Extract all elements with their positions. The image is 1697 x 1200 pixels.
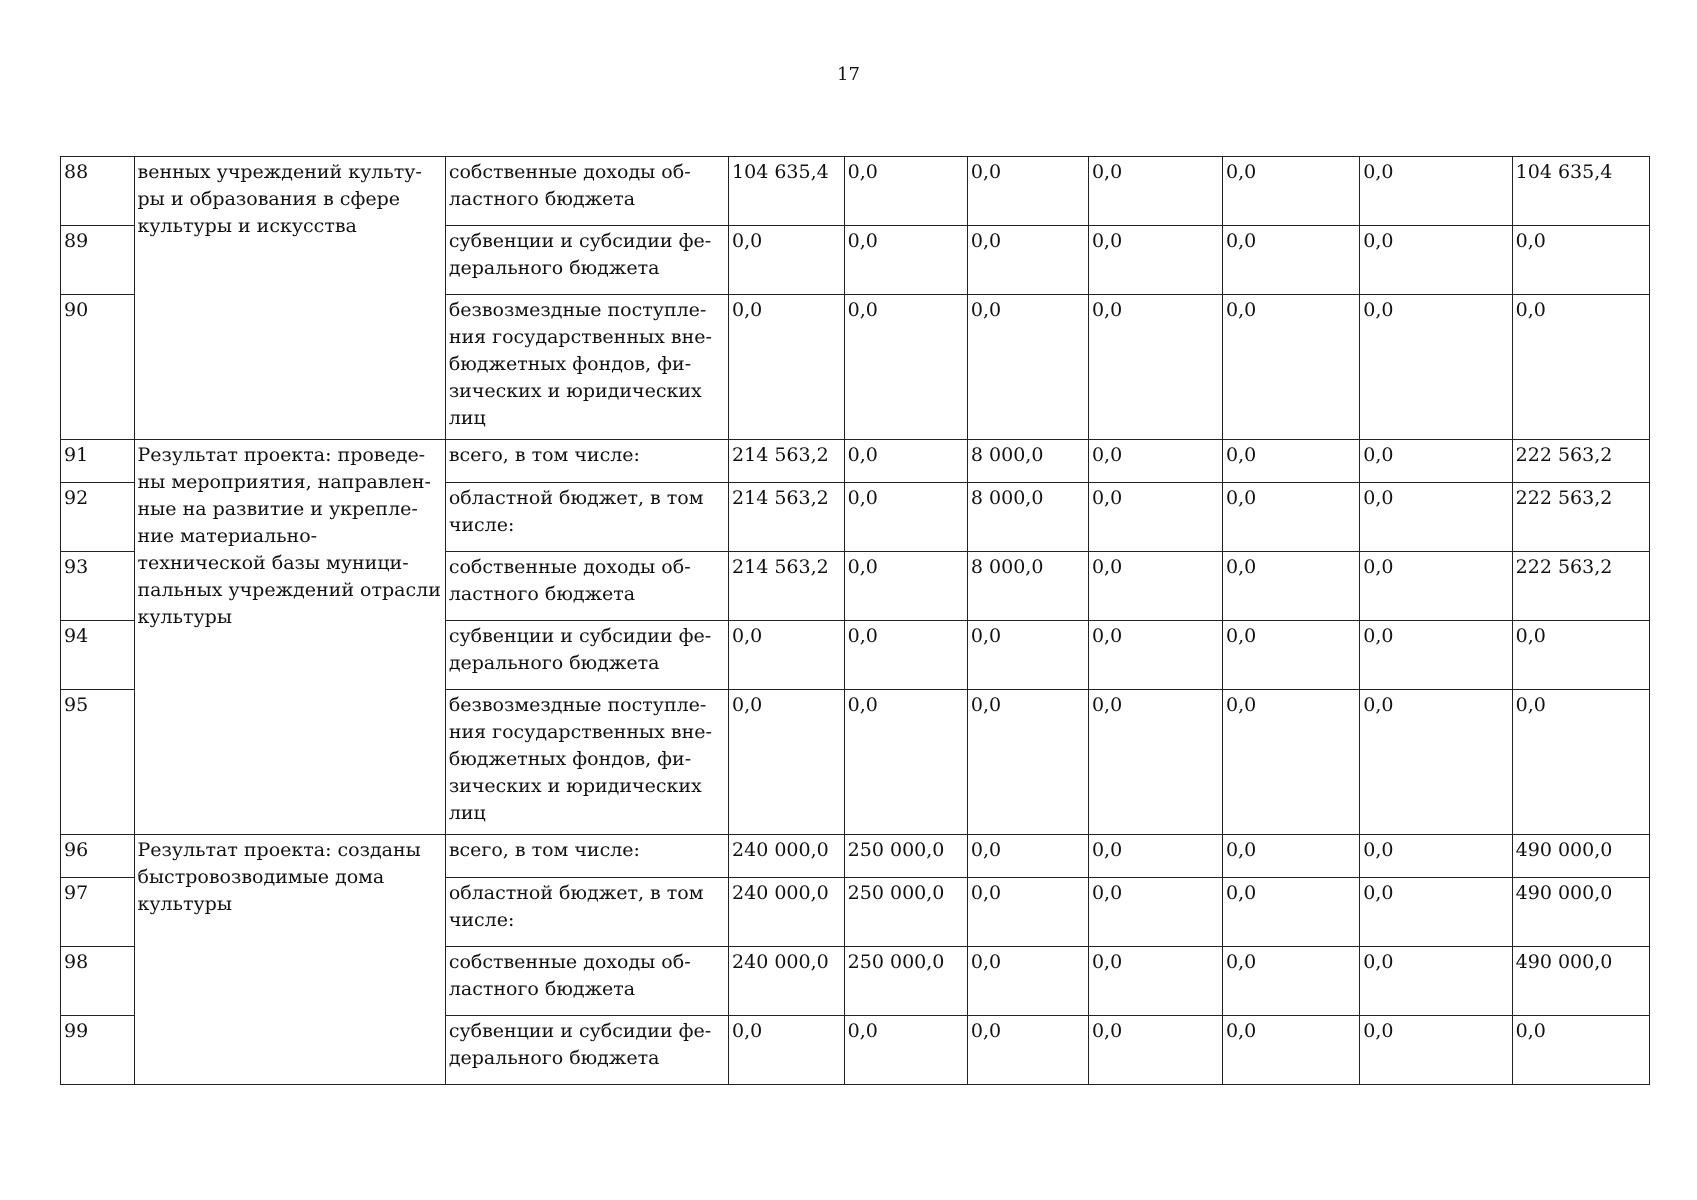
- funding-source: субвенции и субсидии фе-дерального бюджета: [445, 226, 728, 295]
- total-value: 0,0: [1512, 621, 1649, 690]
- year-value: 240 000,0: [729, 835, 845, 878]
- row-number: 89: [61, 226, 135, 295]
- year-value: 0,0: [1222, 157, 1359, 226]
- year-value: 0,0: [1222, 835, 1359, 878]
- row-number: 91: [61, 440, 135, 483]
- year-value: 0,0: [967, 878, 1088, 947]
- year-value: 0,0: [967, 295, 1088, 440]
- year-value: 0,0: [1088, 552, 1222, 621]
- project-result-description: венных учреждений культу-ры и образования в сфере культуры и искусства: [134, 157, 445, 440]
- page-number: 17: [837, 64, 860, 85]
- year-value: 0,0: [1088, 483, 1222, 552]
- year-value: 0,0: [844, 552, 967, 621]
- funding-source: всего, в том числе:: [445, 440, 728, 483]
- year-value: 0,0: [1222, 226, 1359, 295]
- year-value: 0,0: [1088, 295, 1222, 440]
- project-result-description: Результат проекта: проведе-ны мероприятия, направлен-ные на развитие и укрепле-ние материально-технической базы муници-пальных учреждений отрасли культуры: [134, 440, 445, 835]
- year-value: 0,0: [844, 690, 967, 835]
- table-row: [61, 835, 1650, 878]
- year-value: 240 000,0: [729, 878, 845, 947]
- project-result-description: Результат проекта: созданы быстровозводимые дома культуры: [134, 835, 445, 1085]
- year-value: 0,0: [1222, 878, 1359, 947]
- year-value: 0,0: [1222, 621, 1359, 690]
- year-value: 0,0: [844, 226, 967, 295]
- year-value: 0,0: [967, 226, 1088, 295]
- year-value: 8 000,0: [967, 552, 1088, 621]
- year-value: 0,0: [967, 1016, 1088, 1085]
- row-number: 88: [61, 157, 135, 226]
- year-value: 0,0: [967, 690, 1088, 835]
- year-value: 0,0: [1222, 552, 1359, 621]
- row-number: 94: [61, 621, 135, 690]
- year-value: 0,0: [1088, 835, 1222, 878]
- year-value: 0,0: [844, 440, 967, 483]
- year-value: 0,0: [1360, 1016, 1512, 1085]
- year-value: 0,0: [1360, 835, 1512, 878]
- funding-source: безвозмездные поступле-ния государственных вне-бюджетных фондов, фи-зических и юридических лиц: [445, 295, 728, 440]
- table-row: [61, 157, 1650, 226]
- table-row: [61, 440, 1650, 483]
- year-value: 0,0: [1088, 947, 1222, 1016]
- year-value: 0,0: [1222, 483, 1359, 552]
- year-value: 0,0: [1360, 690, 1512, 835]
- year-value: 0,0: [1360, 226, 1512, 295]
- year-value: 0,0: [729, 621, 845, 690]
- total-value: 222 563,2: [1512, 483, 1649, 552]
- total-value: 490 000,0: [1512, 835, 1649, 878]
- total-value: 0,0: [1512, 295, 1649, 440]
- total-value: 490 000,0: [1512, 947, 1649, 1016]
- year-value: 0,0: [1222, 295, 1359, 440]
- total-value: 104 635,4: [1512, 157, 1649, 226]
- year-value: 104 635,4: [729, 157, 845, 226]
- year-value: 0,0: [729, 226, 845, 295]
- total-value: 0,0: [1512, 1016, 1649, 1085]
- year-value: 0,0: [967, 947, 1088, 1016]
- year-value: 250 000,0: [844, 878, 967, 947]
- year-value: 0,0: [1222, 690, 1359, 835]
- year-value: 240 000,0: [729, 947, 845, 1016]
- funding-source: собственные доходы об-ластного бюджета: [445, 157, 728, 226]
- year-value: 0,0: [729, 690, 845, 835]
- year-value: 0,0: [844, 295, 967, 440]
- year-value: 0,0: [1088, 1016, 1222, 1085]
- year-value: 214 563,2: [729, 483, 845, 552]
- funding-source: субвенции и субсидии фе-дерального бюджета: [445, 1016, 728, 1085]
- row-number: 95: [61, 690, 135, 835]
- year-value: 0,0: [1088, 690, 1222, 835]
- funding-source: всего, в том числе:: [445, 835, 728, 878]
- year-value: 250 000,0: [844, 835, 967, 878]
- row-number: 93: [61, 552, 135, 621]
- funding-source: областной бюджет, в том числе:: [445, 878, 728, 947]
- year-value: 0,0: [1088, 226, 1222, 295]
- funding-source: собственные доходы об-ластного бюджета: [445, 552, 728, 621]
- year-value: 0,0: [1222, 440, 1359, 483]
- year-value: 0,0: [729, 1016, 845, 1085]
- year-value: 0,0: [1360, 878, 1512, 947]
- year-value: 0,0: [1088, 440, 1222, 483]
- year-value: 0,0: [1360, 621, 1512, 690]
- year-value: 0,0: [967, 157, 1088, 226]
- year-value: 0,0: [1360, 552, 1512, 621]
- year-value: 0,0: [967, 835, 1088, 878]
- total-value: 222 563,2: [1512, 440, 1649, 483]
- funding-source: областной бюджет, в том числе:: [445, 483, 728, 552]
- year-value: 214 563,2: [729, 552, 845, 621]
- row-number: 92: [61, 483, 135, 552]
- year-value: 0,0: [967, 621, 1088, 690]
- year-value: 0,0: [1222, 947, 1359, 1016]
- year-value: 214 563,2: [729, 440, 845, 483]
- year-value: 250 000,0: [844, 947, 967, 1016]
- year-value: 0,0: [1360, 295, 1512, 440]
- total-value: 0,0: [1512, 226, 1649, 295]
- year-value: 0,0: [844, 483, 967, 552]
- row-number: 98: [61, 947, 135, 1016]
- year-value: 0,0: [1360, 947, 1512, 1016]
- year-value: 0,0: [1360, 157, 1512, 226]
- budget-table: [60, 156, 1650, 1085]
- funding-source: собственные доходы об-ластного бюджета: [445, 947, 728, 1016]
- funding-source: субвенции и субсидии фе-дерального бюджета: [445, 621, 728, 690]
- year-value: 0,0: [844, 157, 967, 226]
- row-number: 90: [61, 295, 135, 440]
- year-value: 0,0: [729, 295, 845, 440]
- row-number: 99: [61, 1016, 135, 1085]
- total-value: 0,0: [1512, 690, 1649, 835]
- year-value: 0,0: [844, 1016, 967, 1085]
- year-value: 0,0: [1360, 483, 1512, 552]
- total-value: 490 000,0: [1512, 878, 1649, 947]
- year-value: 0,0: [1360, 440, 1512, 483]
- total-value: 222 563,2: [1512, 552, 1649, 621]
- funding-source: безвозмездные поступле-ния государственных вне-бюджетных фондов, фи-зических и юридических лиц: [445, 690, 728, 835]
- row-number: 97: [61, 878, 135, 947]
- year-value: 0,0: [1088, 878, 1222, 947]
- year-value: 0,0: [1088, 621, 1222, 690]
- year-value: 8 000,0: [967, 483, 1088, 552]
- year-value: 0,0: [1088, 157, 1222, 226]
- year-value: 0,0: [844, 621, 967, 690]
- row-number: 96: [61, 835, 135, 878]
- year-value: 0,0: [1222, 1016, 1359, 1085]
- year-value: 8 000,0: [967, 440, 1088, 483]
